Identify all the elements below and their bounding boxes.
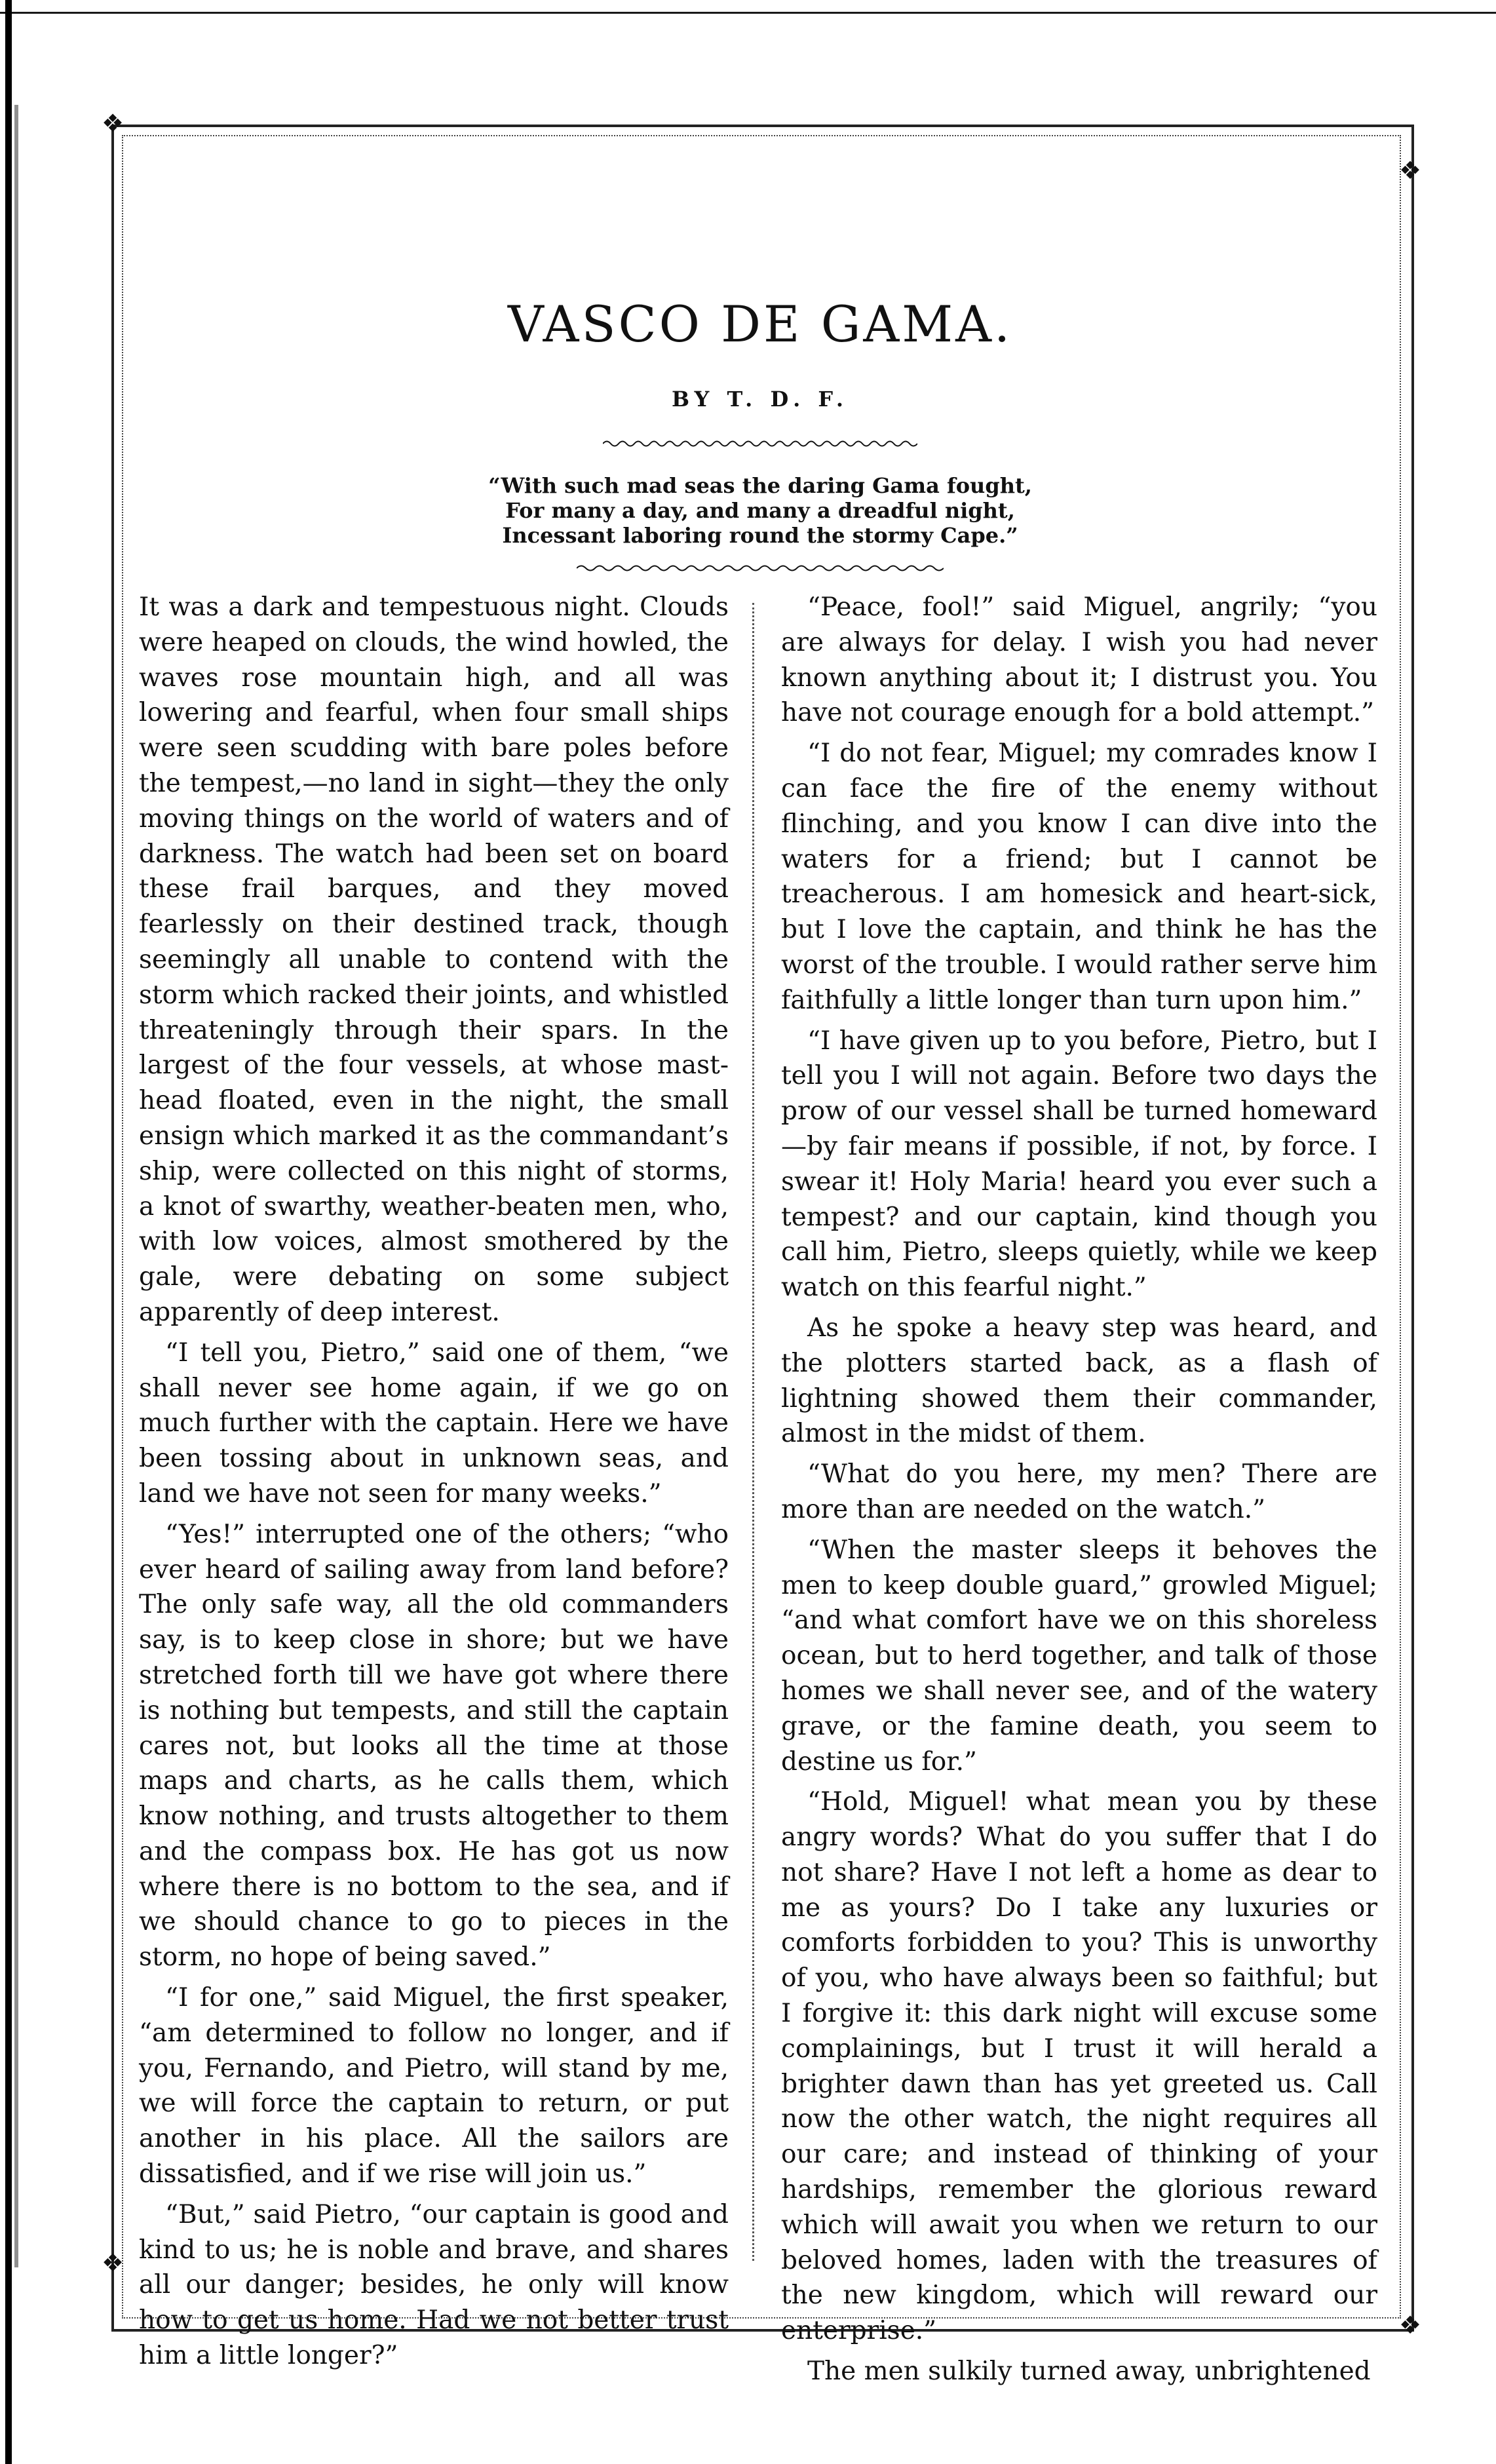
corner-ornament-icon: ❖ (1399, 156, 1422, 185)
paragraph: “I do not fear, Miguel; my comrades know I can face the fire of the enemy without flinching, and you know I can dive into the waters for a friend; but I cannot be treacherous. I am homesick and heart-sick, but I love the captain, and think he has the worst of the trouble. I would rather serve him faithfully a little longer than turn upon him.” (781, 739, 1377, 1015)
paragraph: “Peace, fool!” said Miguel, angrily; “you are always for delay. I wish you had never known anything about it; I distrust you. You have not courage enough for a bold attempt.” (781, 592, 1377, 728)
paragraph: It was a dark and tempestuous night. Clouds were heaped on clouds, the wind howled, the waves rose mountain high, and all was lowering and fearful, when four small ships were seen scudding with bare poles before the tempest,—no land in sight—they the only moving things on the world of waters and of darkness. The watch had been set on board these frail barques, and they moved fearlessly on their destined track, though seemingly all unable to contend with the storm which racked their joints, and whistled threateningly through their spars. In the largest of the four vessels, at whose mast-head floated, even in the night, the small ensign which marked it as the commandant’s ship, were collected on this night of storms, a knot of swarthy, weather-beaten men, who, with low voices, almost smothered by the gale, were debating on some subject apparently of deep interest. (139, 592, 729, 1327)
corner-ornament-icon: ❖ (102, 2248, 125, 2277)
paragraph: “I tell you, Pietro,” said one of them, “we shall never see home again, if we go on much further with the captain. Here we have been tossing about in unknown seas, and land we have not seen for many weeks.” (139, 1338, 729, 1509)
scan-left-shadow (14, 105, 18, 2267)
article-byline: BY T. D. F. (672, 387, 849, 412)
wavy-divider (603, 439, 917, 448)
scan-left-edge (5, 0, 12, 2464)
paragraph: As he spoke a heavy step was heard, and the plotters started back, as a flash of lightning showed them their commander, almost in the midst of them. (781, 1313, 1377, 1449)
epigraph-line: “With such mad seas the daring Gama fought, (488, 473, 1032, 498)
wavy-divider (577, 564, 944, 573)
left-column (139, 590, 729, 2374)
paragraph: “Hold, Miguel! what mean you by these angry words? What do you suffer that I do not share? Have I not left a home as dear to me as yours? Do I take any luxuries or comforts forbidden to you? This is unworthy of you, who have always been so faithful; but I forgive it: this dark night will excuse some complainings, but I trust it will herald a brighter dawn than has yet greeted us. Call now the other watch, the night requires all our care; and instead of thinking of your hardships, remember the glorious reward which will await you when we return to our beloved homes, laden with the treasures of the new kingdom, which will reward our enterprise.” (781, 1787, 1377, 2346)
scan-top-edge (0, 0, 1496, 14)
article-title: VASCO DE GAMA. (507, 295, 1013, 353)
column-rule (752, 603, 756, 2261)
epigraph-line: Incessant laboring round the stormy Cape.” (502, 523, 1018, 548)
paragraph: The men sulkily turned away, unbrightened (807, 2357, 1371, 2387)
epigraph (122, 473, 1398, 548)
paragraph: “But,” said Pietro, “our captain is good and kind to us; he is noble and brave, and shares all our danger; besides, he only will know how to get us home. Had we not better trust him a little longer?” (139, 2199, 729, 2371)
paragraph: “Yes!” interrupted one of the others; “who ever heard of sailing away from land before? The only safe way, all the old commanders say, is to keep close in shore; but we have stretched forth till we have got where there is nothing but tempests, and still the captain cares not, but looks all the time at those maps and charts, as he calls them, which know nothing, and trusts altogether to them and the compass box. He has got us now where there is no bottom to the sea, and if we should chance to go to pieces in the storm, no hope of being saved.” (139, 1519, 729, 1973)
paragraph: “When the master sleeps it behoves the men to keep double guard,” growled Miguel; “and what comfort have we on this shoreless ocean, but to herd together, and talk of those homes we shall never see, and of the watery grave, or the famine death, you seem to destine us for.” (781, 1535, 1377, 1777)
corner-ornament-icon: ❖ (1399, 2311, 1422, 2339)
paragraph: “What do you here, my men? There are more than are needed on the watch.” (781, 1459, 1377, 1524)
right-column (781, 590, 1377, 2389)
paragraph: “I have given up to you before, Pietro, but I tell you I will not again. Before two days the prow of our vessel shall be turned homeward —by fair means if possible, if not, by force. I swear it! Holy Maria! heard you ever such a tempest? and our captain, kind though you call him, Pietro, sleeps quietly, while we keep watch on this fearful night.” (781, 1026, 1377, 1303)
paragraph: “I for one,” said Miguel, the first speaker, “am determined to follow no longer, and if you, Fernando, and Pietro, will stand by me, we will force the captain to return, or put another in his place. All the sailors are dissatisfied, and if we rise will join us.” (139, 1983, 729, 2189)
epigraph-line: For many a day, and many a dreadful night, (505, 498, 1015, 523)
corner-ornament-icon: ❖ (102, 109, 125, 138)
